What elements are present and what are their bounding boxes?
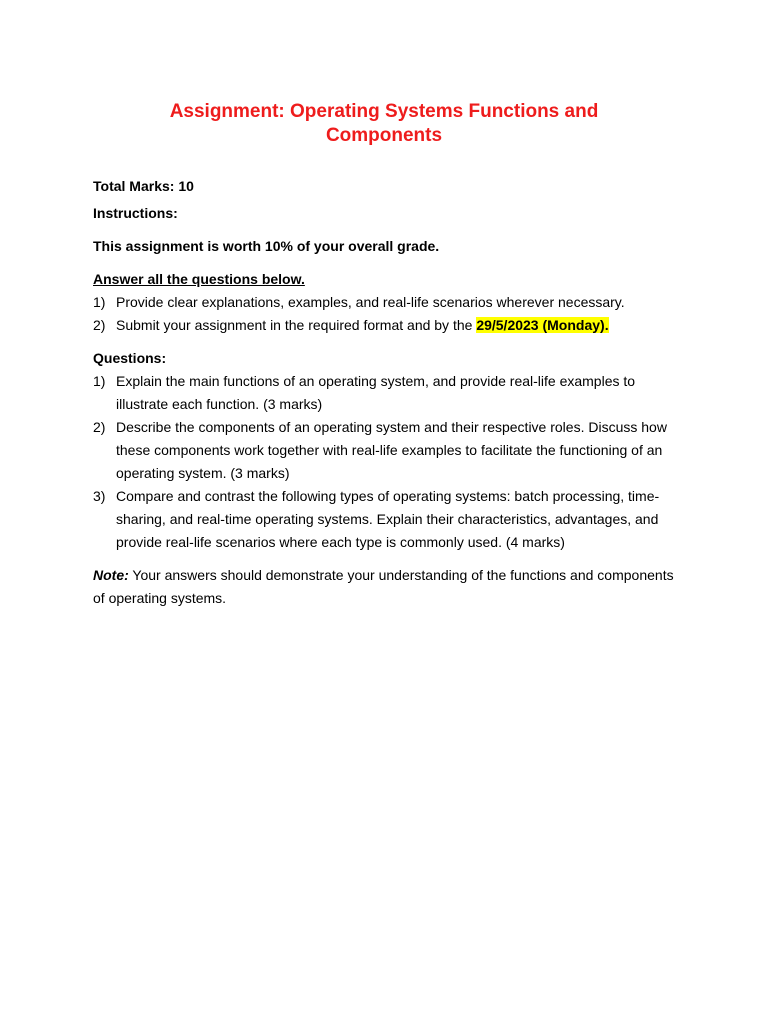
note-label: Note: — [93, 567, 129, 583]
question-number: 1) — [93, 373, 106, 389]
question-item — [93, 370, 683, 416]
title-line-2: Components — [325, 125, 443, 146]
total-marks: Total Marks: 10 — [93, 178, 194, 194]
assignment-title — [0, 100, 768, 148]
note-text: Your answers should demonstrate your understanding of the functions and components of operating systems. — [93, 567, 674, 606]
question-text: Compare and contrast the following types of operating systems: batch processing, time-sharing, and real-time operating systems. Explain their characteristics, advantages, and provide real-life scenarios where each type is commonly used. (4 marks) — [116, 488, 660, 550]
question-number: 2) — [93, 419, 106, 435]
note — [93, 564, 683, 610]
instruction-text: Submit your assignment in the required format and by the — [116, 317, 477, 333]
instruction-number: 1) — [93, 294, 106, 310]
question-item — [93, 485, 683, 554]
instruction-item — [93, 314, 683, 337]
answer-all-heading: Answer all the questions below. — [93, 271, 305, 287]
instructions-heading: Instructions: — [93, 205, 178, 221]
document-body — [93, 175, 683, 610]
question-item — [93, 416, 683, 485]
due-date-highlight: 29/5/2023 (Monday). — [476, 317, 609, 333]
questions-list — [93, 370, 683, 554]
question-text: Describe the components of an operating system and their respective roles. Discuss how these components work together with real-life examples to facilitate the functioning of an operating system. (3 marks) — [116, 419, 667, 481]
instruction-number: 2) — [93, 317, 106, 333]
questions-heading: Questions: — [93, 350, 167, 366]
instructions-list — [93, 291, 683, 337]
instruction-text: Provide clear explanations, examples, and real-life scenarios wherever necessary. — [116, 294, 625, 310]
question-text: Explain the main functions of an operating system, and provide real-life examples to illustrate each function. (3 marks) — [116, 373, 636, 412]
question-number: 3) — [93, 488, 106, 504]
worth-statement: This assignment is worth 10% of your overall grade. — [93, 238, 440, 254]
title-line-1: Assignment: Operating Systems Functions and — [169, 101, 599, 122]
instruction-item — [93, 291, 683, 314]
